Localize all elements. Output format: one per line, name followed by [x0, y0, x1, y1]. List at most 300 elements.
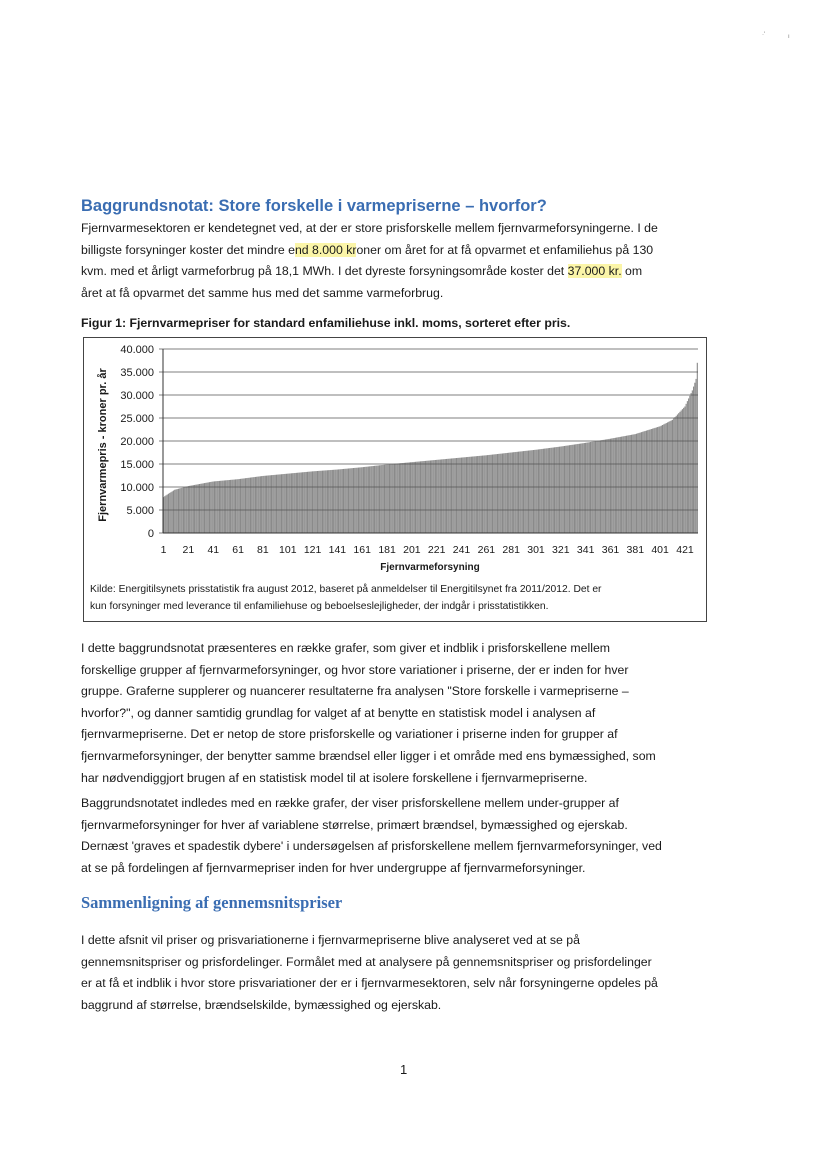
- bar: [372, 466, 373, 533]
- bar: [491, 455, 492, 533]
- bar: [538, 449, 539, 533]
- bar: [576, 444, 577, 533]
- bar: [434, 460, 435, 533]
- y-tick-label: 20.000: [120, 436, 154, 448]
- x-tick-label: 321: [552, 544, 570, 556]
- bar: [543, 449, 544, 533]
- bar: [229, 480, 230, 533]
- bar: [378, 465, 379, 533]
- bar: [193, 485, 194, 533]
- bar: [213, 481, 214, 533]
- bar: [305, 472, 306, 533]
- bar: [650, 429, 651, 533]
- bar: [607, 439, 608, 533]
- bar: [528, 451, 529, 533]
- bar: [358, 468, 359, 533]
- bar: [408, 463, 409, 534]
- bar: [244, 478, 245, 533]
- bar: [450, 459, 451, 533]
- bar: [667, 422, 668, 533]
- bar: [380, 465, 381, 533]
- bar: [221, 481, 222, 533]
- bar: [547, 448, 548, 533]
- scan-mark: ı: [788, 34, 790, 40]
- bar: [317, 471, 318, 533]
- bar: [216, 481, 217, 533]
- bar: [488, 455, 489, 533]
- bar: [377, 466, 378, 533]
- bar: [549, 448, 550, 533]
- bar: [534, 450, 535, 533]
- bar: [476, 456, 477, 533]
- bar: [273, 475, 274, 533]
- bar: [190, 486, 191, 533]
- bar: [463, 457, 464, 533]
- bar: [653, 428, 654, 533]
- x-tick-label: 161: [353, 544, 371, 556]
- bar: [214, 481, 215, 533]
- bar: [539, 449, 540, 533]
- bar: [590, 442, 591, 533]
- bar: [431, 460, 432, 533]
- bar: [302, 472, 303, 533]
- bar: [460, 458, 461, 533]
- bar: [617, 437, 618, 533]
- bar: [421, 461, 422, 533]
- bar: [441, 459, 442, 533]
- bar: [306, 472, 307, 533]
- bar: [341, 469, 342, 533]
- bar: [589, 442, 590, 533]
- x-tick-label: 341: [576, 544, 595, 556]
- bar: [509, 453, 510, 533]
- bar: [224, 480, 225, 533]
- bar: [276, 475, 277, 533]
- bar: [563, 446, 564, 533]
- bar: [275, 475, 276, 533]
- bar: [313, 471, 314, 533]
- bar: [561, 446, 562, 533]
- intro-line-2: [81, 240, 731, 262]
- bar: [569, 445, 570, 533]
- bar: [355, 468, 356, 533]
- bar: [641, 432, 642, 533]
- bar: [422, 461, 423, 533]
- bar: [643, 431, 644, 533]
- bar: [369, 466, 370, 533]
- bar: [585, 443, 586, 533]
- bar: [364, 467, 365, 533]
- bar: [338, 469, 339, 533]
- bar: [255, 477, 256, 533]
- bar: [409, 462, 410, 533]
- x-tick-label: 221: [427, 544, 446, 556]
- bar: [648, 430, 649, 533]
- bar: [342, 469, 343, 533]
- bar: [493, 454, 494, 533]
- bar: [230, 480, 231, 533]
- bar: [656, 427, 657, 533]
- bar: [311, 471, 312, 533]
- bar: [457, 458, 458, 533]
- body-paragraph-2: [81, 793, 731, 879]
- highlight-max-price: 37.000 kr.: [567, 264, 622, 279]
- bar: [661, 426, 662, 533]
- bar: [384, 465, 385, 533]
- x-tick-label: 381: [626, 544, 645, 556]
- bar: [498, 454, 499, 533]
- bar: [180, 488, 181, 533]
- bar: [451, 458, 452, 533]
- paragraph-line: hvorfor?", og danner samtidig grundlag for valget af at benytte en statistisk model i analysen af: [81, 705, 596, 720]
- bar: [197, 484, 198, 533]
- bar: [446, 459, 447, 533]
- bar: [286, 474, 287, 533]
- paragraph-line: fjernvarmepriserne. Det er netop de store prisforskelle og variationer i priserne inden for grupper af: [81, 727, 618, 742]
- bar: [620, 437, 621, 533]
- bar: [424, 461, 425, 533]
- bar: [344, 469, 345, 533]
- bar: [501, 454, 502, 533]
- bar: [278, 474, 279, 533]
- bar: [676, 416, 677, 533]
- bar: [404, 463, 405, 533]
- bar: [333, 470, 334, 533]
- bar: [573, 445, 574, 533]
- page-number: 1: [400, 1062, 408, 1077]
- bar: [343, 469, 344, 533]
- bar: [400, 463, 401, 533]
- bar: [508, 453, 509, 533]
- bar: [415, 462, 416, 533]
- bar: [628, 435, 629, 533]
- bar: [312, 471, 313, 533]
- bar: [635, 434, 636, 533]
- bar: [292, 473, 293, 533]
- bar: [616, 438, 617, 533]
- bar: [427, 461, 428, 533]
- bar: [373, 466, 374, 533]
- bar: [692, 390, 693, 533]
- bar: [178, 489, 179, 533]
- bar: [455, 458, 456, 533]
- bar: [678, 413, 679, 533]
- bar: [626, 436, 627, 533]
- bar: [164, 496, 165, 533]
- bar: [399, 463, 400, 533]
- bar: [353, 468, 354, 533]
- bar: [568, 445, 569, 533]
- bar: [245, 478, 246, 533]
- paragraph-line: er at få et indblik i hvor store prisvariationer der er i fjernvarmesektoren, selv når forsyningerne opdeles på: [81, 976, 658, 991]
- bar: [478, 456, 479, 533]
- bar: [564, 446, 565, 533]
- bar: [370, 466, 371, 533]
- source-line: Kilde: Energitilsynets prisstatistik fra august 2012, baseret på anmeldelser til Energitilsynet fra 2011/2012. Det er: [90, 584, 602, 595]
- bar: [266, 476, 267, 533]
- bar: [630, 435, 631, 533]
- bar: [494, 454, 495, 533]
- bar: [345, 469, 346, 533]
- bar: [324, 470, 325, 533]
- bar: [252, 477, 253, 533]
- x-tick-label: 301: [527, 544, 545, 556]
- bar: [429, 461, 430, 533]
- bar: [674, 417, 675, 533]
- bar: [336, 470, 337, 533]
- bar: [632, 435, 633, 533]
- bar: [257, 477, 258, 533]
- bar: [669, 421, 670, 533]
- bar: [280, 474, 281, 533]
- bar: [447, 459, 448, 533]
- bar: [489, 455, 490, 533]
- bar: [645, 431, 646, 533]
- bar: [225, 480, 226, 533]
- bar: [467, 457, 468, 533]
- bar: [247, 478, 248, 533]
- y-tick-label: 35.000: [120, 367, 154, 379]
- x-tick-label: 281: [502, 544, 520, 556]
- bar: [471, 457, 472, 533]
- bar: [605, 440, 606, 533]
- paragraph-line: fjernvarmeforsyninger, der benytter samme brændsel eller ligger i et område med ens bymæssighed, som: [81, 748, 656, 763]
- bar: [282, 474, 283, 533]
- bar: [405, 463, 406, 533]
- bar: [398, 463, 399, 533]
- bar: [673, 419, 674, 533]
- bar: [480, 456, 481, 533]
- bar: [456, 458, 457, 533]
- bar: [287, 474, 288, 533]
- bar: [697, 363, 698, 533]
- bar: [452, 458, 453, 533]
- bar: [368, 467, 369, 533]
- bar: [192, 485, 193, 533]
- bar: [462, 457, 463, 533]
- paragraph-line: fjernvarmeforsyninger for hver af variablene størrelse, primært brændsel, bymæssighed og ejerskab.: [81, 817, 628, 832]
- bar: [527, 451, 528, 533]
- bar: [578, 444, 579, 533]
- bar: [548, 448, 549, 533]
- bar: [233, 480, 234, 533]
- bar: [234, 480, 235, 533]
- bar: [512, 452, 513, 533]
- bar: [381, 465, 382, 533]
- bar: [172, 491, 173, 533]
- bar: [619, 437, 620, 533]
- x-tick-label: 421: [676, 544, 694, 556]
- bar: [209, 482, 210, 533]
- bar: [323, 471, 324, 533]
- bar: [267, 476, 268, 534]
- bar: [393, 464, 394, 533]
- paragraph-line: I dette afsnit vil priser og prisvariationerne i fjernvarmepriserne blive analyseret ved at se på: [81, 933, 580, 947]
- intro-paragraph: [81, 218, 731, 304]
- bar: [633, 434, 634, 533]
- bar: [300, 473, 301, 533]
- bar: [293, 473, 294, 533]
- bar: [545, 448, 546, 533]
- bar: [483, 455, 484, 533]
- bar: [334, 470, 335, 533]
- bar: [388, 464, 389, 533]
- bar: [331, 470, 332, 533]
- bar: [688, 398, 689, 533]
- bar: [601, 440, 602, 533]
- bar: [440, 460, 441, 533]
- bar: [195, 485, 196, 533]
- bar: [631, 435, 632, 533]
- bar: [416, 462, 417, 533]
- bar: [591, 442, 592, 533]
- bar: [556, 447, 557, 533]
- bar: [504, 453, 505, 533]
- bar: [288, 474, 289, 533]
- bar: [687, 401, 688, 533]
- y-tick-label: 0: [147, 528, 154, 540]
- bar: [621, 437, 622, 533]
- bar: [169, 493, 170, 533]
- bar: [511, 453, 512, 534]
- bar: [296, 473, 297, 533]
- bar: [390, 464, 391, 533]
- bar: [444, 459, 445, 533]
- bar: [684, 407, 685, 534]
- bar: [419, 461, 420, 533]
- bar: [566, 446, 567, 533]
- y-axis-label: Fjernvarmepris - kroner pr. år: [97, 368, 109, 522]
- paragraph-line: Dernæst 'graves et spadestik dybere' i undersøgelsen af prisforskellene mellem fjernvarmeforsyninger, ved: [81, 839, 662, 854]
- y-tick-label: 15.000: [120, 459, 154, 471]
- intro-text: om: [621, 264, 643, 279]
- bar: [199, 484, 200, 533]
- bar: [642, 432, 643, 533]
- bar: [482, 456, 483, 533]
- bar: [332, 470, 333, 533]
- bar: [269, 475, 270, 533]
- bar: [365, 467, 366, 533]
- bar: [206, 483, 207, 533]
- bar: [550, 448, 551, 533]
- bar: [437, 460, 438, 533]
- bar: [530, 450, 531, 533]
- bar: [686, 404, 687, 533]
- bar: [314, 471, 315, 533]
- bar: [307, 472, 308, 533]
- figure-source: [90, 581, 702, 615]
- document-title: Baggrundsnotat: Store forskelle i varmepriserne – hvorfor?: [81, 197, 547, 215]
- bar: [574, 445, 575, 534]
- bar: [615, 438, 616, 533]
- intro-line-1: [81, 218, 731, 240]
- section-heading: Sammenligning af gennemsnitspriser: [81, 893, 343, 912]
- bar: [655, 428, 656, 533]
- bar: [637, 433, 638, 533]
- intro-text: året at få opvarmet det samme hus med det samme varmeforbrug.: [81, 285, 444, 300]
- bar: [522, 451, 523, 533]
- bar: [319, 471, 320, 533]
- x-tick-label: 41: [207, 544, 220, 556]
- bar: [588, 442, 589, 533]
- bar: [379, 465, 380, 533]
- bar: [624, 436, 625, 533]
- bar: [301, 472, 302, 533]
- intro-text: kvm. med et årligt varmeforbrug på 18,1 MWh. I det dyreste forsyningsområde koster det: [81, 264, 568, 279]
- bar: [571, 445, 572, 533]
- bar: [208, 482, 209, 533]
- bar: [694, 383, 695, 533]
- bar: [683, 408, 684, 533]
- bar: [226, 480, 227, 533]
- bar: [360, 467, 361, 533]
- paragraph-line: at se på fordelingen af fjernvarmepriser inden for hver undergruppe af fjernvarmeforsyninger.: [81, 860, 586, 875]
- bar: [636, 434, 637, 533]
- bar: [652, 429, 653, 533]
- bar: [660, 426, 661, 533]
- bar: [532, 450, 533, 533]
- bar: [374, 466, 375, 533]
- bar: [492, 455, 493, 533]
- bar: [357, 468, 358, 533]
- bar: [502, 453, 503, 533]
- bar: [647, 430, 648, 533]
- bar: [537, 450, 538, 533]
- bar: [165, 495, 166, 533]
- bar: [542, 449, 543, 533]
- bar: [316, 471, 317, 533]
- x-tick-label: 101: [279, 544, 297, 556]
- paragraph-line: forskellige grupper af fjernvarmeforsyninger, og hvor store variationer i priserne, der er inden for hver: [81, 662, 629, 677]
- bar: [177, 489, 178, 533]
- bar: [430, 460, 431, 533]
- bar: [668, 422, 669, 533]
- intro-line-3: [81, 261, 731, 283]
- paragraph-line: I dette baggrundsnotat præsenteres en række grafer, som giver et indblik i prisforskellene mellem: [81, 641, 611, 655]
- bar: [174, 490, 175, 533]
- bar: [473, 456, 474, 533]
- x-axis-label: Fjernvarmeforsyning: [380, 562, 480, 573]
- bar: [677, 415, 678, 534]
- bar: [570, 445, 571, 533]
- bar: [401, 463, 402, 533]
- bar: [506, 453, 507, 533]
- bar: [413, 462, 414, 533]
- bar: [560, 447, 561, 533]
- bar: [612, 438, 613, 533]
- bar: [436, 460, 437, 533]
- bar: [261, 476, 262, 533]
- bar: [445, 459, 446, 533]
- y-tick-label: 40.000: [120, 344, 154, 356]
- y-tick-label: 30.000: [120, 390, 154, 402]
- bar: [435, 460, 436, 533]
- bar: [395, 464, 396, 533]
- bar: [503, 453, 504, 533]
- bar: [198, 484, 199, 533]
- bar: [414, 462, 415, 533]
- bar: [691, 393, 692, 533]
- bar: [614, 438, 615, 533]
- bar: [271, 475, 272, 533]
- bar: [525, 451, 526, 533]
- bar: [604, 440, 605, 533]
- bar: [396, 464, 397, 533]
- bar: [256, 477, 257, 533]
- bar: [326, 470, 327, 533]
- bar: [347, 469, 348, 533]
- bar: [658, 427, 659, 533]
